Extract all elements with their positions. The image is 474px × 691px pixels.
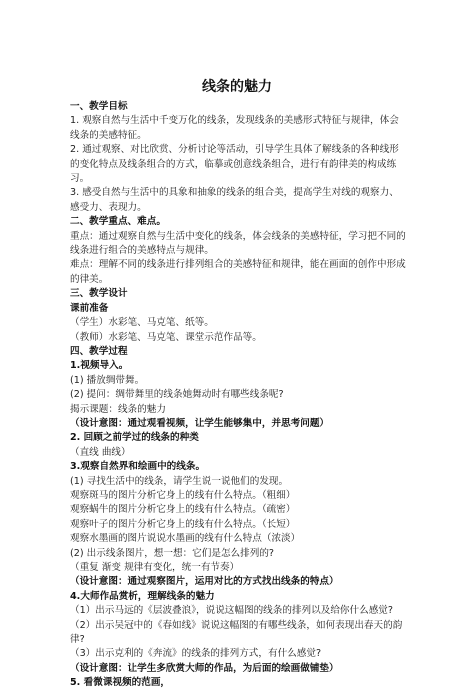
section-heading-line: 二、教学重点、难点。: [70, 216, 166, 228]
section-heading-line: 5. 看微课视频的范画，: [70, 677, 171, 689]
text-line: 观察水墨画的图片说说水墨画的线有什么特点（浓淡）: [70, 533, 301, 545]
text-line: 的律美。: [70, 273, 109, 285]
section-heading-line: 一、教学目标: [70, 101, 128, 112]
text-line: (1) 寻找生活中的线条，请学生说一说他们的发现。: [70, 475, 289, 487]
section-heading-line: 1.视频导入。: [70, 360, 129, 372]
text-line: 2. 通过观察、对比欣赏、分析讨论等活动，引导学生具体了解线条的各种线形: [70, 144, 399, 156]
section-heading-line: （设计意图：通过观看视频，让学生能够集中，并思考问题）: [70, 417, 330, 429]
section-heading-line: 3.观察自然界和绘画中的线条。: [70, 461, 206, 473]
text-line: （1）出示马远的《层波叠浪》，说说这幅图的线条的排列以及给你什么感觉?: [70, 605, 393, 617]
text-line: （学生）水彩笔、马克笔、纸等。: [70, 317, 214, 329]
text-line: 难点：理解不同的线条进行排列组合的美感特征和规律，能在画面的创作中形成: [70, 259, 406, 271]
text-line: 1. 观察自然与生活中千变万化的线条，发现线条的美感形式特征与规律，体会: [70, 115, 399, 127]
section-heading-line: 四、教学过程: [70, 345, 128, 357]
text-line: 律?: [70, 634, 85, 646]
page-title: 线条的魅力: [202, 79, 272, 95]
section-heading-line: 三、教学设计: [70, 288, 128, 300]
text-line: （教师）水彩笔、马克笔、课堂示范作品等。: [70, 331, 262, 343]
text-line: 揭示课题：线条的魅力: [70, 403, 166, 415]
text-line: (1) 播放绸带舞。: [70, 374, 145, 386]
text-line: （重复 渐变 规律有变化，统一有节奏）: [70, 562, 240, 573]
text-line: 线条进行组合的美感特点与规律。: [70, 245, 214, 257]
text-line: 观察叶子的图片分析它身上的线有什么特点。（长短）: [70, 518, 296, 530]
section-heading-line: 4.大师作品赏析，理解线条的魅力: [70, 590, 215, 602]
text-line: 的变化特点及线条组合的方式，临摹或创意线条组合，进行有韵律美的构成练: [70, 158, 397, 170]
text-line: 观察斑马的图片分析它身上的线有什么特点。（粗细）: [70, 489, 296, 501]
text-line: 重点：通过观察自然与生活中变化的线条，体会线条的美感特征，学习把不同的: [70, 230, 406, 242]
section-heading-line: 2. 回顾之前学过的线条的种类: [70, 432, 199, 444]
section-heading-line: 课前准备: [70, 302, 109, 314]
section-heading-line: （设计意图：通过观察图片，运用对比的方式找出线条的特点）: [70, 576, 339, 588]
text-line: 观察蜗牛的图片分析它身上的线有什么特点。（疏密）: [70, 504, 296, 516]
text-line: 习。: [70, 173, 90, 185]
section-heading-line: （设计意图：让学生多欣赏大师的作品，为后面的绘画做铺垫）: [70, 662, 339, 674]
text-line: （直线 曲线）: [70, 446, 131, 458]
text-line: 线条的美感特征。: [70, 129, 147, 141]
text-line: (2) 出示线条图片，想一想：它们是怎么排列的?: [70, 547, 275, 559]
text-line: （2）出示吴冠中的《春如线》说说这幅图的有哪些线条，如何表现出春天的韵: [70, 619, 403, 631]
document-body: [70, 100, 410, 691]
text-line: 感受力、表现力。: [70, 201, 147, 213]
text-line: （3）出示克利的《奔流》的线条的排列方式，有什么感觉?: [70, 648, 322, 660]
text-line: 3. 感受自然与生活中的具象和抽象的线条的组合美，提高学生对线的观察力、: [70, 187, 399, 199]
text-line: (2) 提问：绸带舞里的线条她舞动时有哪些线条呢?: [70, 389, 284, 401]
